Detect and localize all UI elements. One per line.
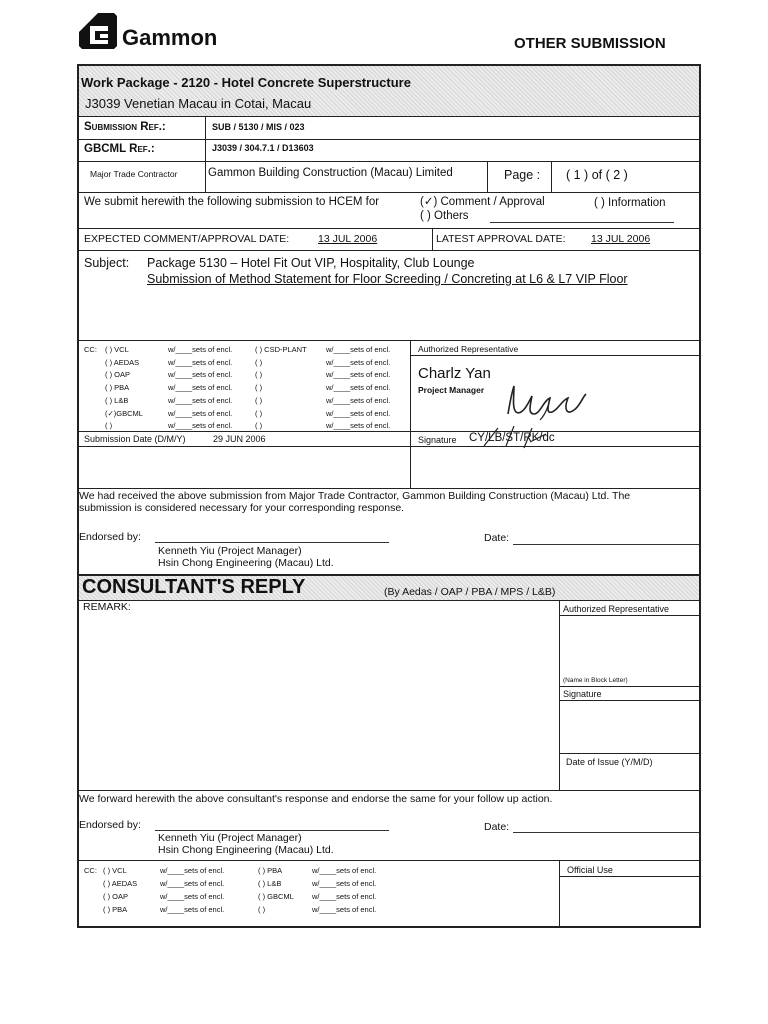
divider <box>559 876 699 877</box>
cc-recipient: ( ) <box>255 383 263 393</box>
submission-date-label: Submission Date (D/M/Y) <box>84 434 186 444</box>
endorser-name: Kenneth Yiu (Project Manager) <box>158 545 302 557</box>
cc-enclosure: w/____sets of encl. <box>326 345 391 354</box>
forward-text: We forward herewith the above consultant's response and endorse the same for your follow up action. <box>79 793 553 805</box>
cc-enclosure: w/____sets of encl. <box>326 421 391 431</box>
cc-enclosure: w/____sets of encl. <box>326 383 391 393</box>
cc-enclosure: w/____sets of encl. <box>160 892 225 901</box>
cc-recipient: ( ) PBA <box>258 866 283 875</box>
cc-recipient: ( ) <box>255 357 263 367</box>
cc-enclosure: w/____sets of encl. <box>326 370 391 380</box>
cc-recipient: ( ) L&B <box>258 879 282 888</box>
subject-label: Subject: <box>84 256 130 270</box>
divider <box>559 686 699 687</box>
cc-recipient: ( ) OAP <box>105 370 131 380</box>
divider <box>79 790 699 791</box>
cc-enclosure: w/____sets of encl. <box>168 345 233 354</box>
date-of-issue-label: Date of Issue (Y/M/D) <box>566 757 653 767</box>
latest-date-label: LATEST APPROVAL DATE: <box>436 233 566 245</box>
submission-ref-label: Submission Ref.: <box>84 121 166 133</box>
endorser-company-2: Hsin Chong Engineering (Macau) Ltd. <box>158 844 334 856</box>
authorized-rep-title: Project Manager <box>418 385 485 395</box>
divider <box>410 355 699 356</box>
cc-recipient: ( ) <box>105 421 113 431</box>
submit-text: We submit herewith the following submission to HCEM for <box>84 196 380 208</box>
endorser-name-2: Kenneth Yiu (Project Manager) <box>158 832 302 844</box>
others-underline <box>490 222 674 223</box>
cc-recipient: ( ) <box>255 395 263 405</box>
authorized-rep-label: Authorized Representative <box>418 344 519 354</box>
cc-enclosure: w/____sets of encl. <box>160 866 225 875</box>
divider <box>79 139 699 140</box>
endorse-line <box>155 542 389 543</box>
cc-enclosure: w/____sets of encl. <box>168 421 233 431</box>
divider <box>79 600 699 601</box>
block-letter-label: (Name in Block Letter) <box>563 677 628 684</box>
consultant-authorized-label: Authorized Representative <box>563 604 670 614</box>
gammon-logo <box>78 12 118 55</box>
handwritten-signature <box>500 376 590 424</box>
cc-enclosure: w/____sets of encl. <box>326 395 391 405</box>
divider <box>559 700 699 701</box>
cc-enclosure: w/____sets of encl. <box>326 357 391 367</box>
divider <box>559 860 560 926</box>
cc-recipient: ( ) <box>258 905 266 914</box>
date-line <box>513 544 699 545</box>
consultant-reply-by: (By Aedas / OAP / PBA / MPS / L&B) <box>384 586 556 598</box>
divider <box>559 615 699 616</box>
divider <box>559 753 699 754</box>
divider <box>559 600 560 790</box>
contractor-value: Gammon Building Construction (Macau) Limited <box>208 167 453 179</box>
divider <box>79 116 699 117</box>
cc-enclosure: w/____sets of encl. <box>312 879 377 888</box>
work-package: Work Package - 2120 - Hotel Concrete Superstructure <box>81 75 411 90</box>
date-line-2 <box>513 832 699 833</box>
endorse-line-2 <box>155 830 389 831</box>
page-label: Page : <box>504 168 541 182</box>
page-count: ( 1 ) of ( 2 ) <box>566 168 628 182</box>
cc-recipient: ( ) <box>255 421 263 431</box>
cc-enclosure: w/____sets of encl. <box>168 370 233 380</box>
divider <box>79 340 699 341</box>
submission-date-value: 29 JUN 2006 <box>213 434 266 444</box>
expected-date-value: 13 JUL 2006 <box>318 233 378 245</box>
consultant-signature-label: Signature <box>563 689 602 699</box>
divider <box>487 161 488 192</box>
cc-recipient: ( ) PBA <box>103 905 128 914</box>
divider <box>410 340 411 488</box>
divider <box>205 116 206 192</box>
cc-enclosure: w/____sets of encl. <box>168 408 233 418</box>
date-label: Date: <box>484 532 510 544</box>
cc-recipient: ( ) CSD-PLANT <box>255 345 307 354</box>
cc-recipient: ( ) OAP <box>103 892 129 901</box>
cc-enclosure: w/____sets of encl. <box>312 892 377 901</box>
option-others[interactable]: ( ) Others <box>420 210 469 222</box>
cc-label: CC: <box>84 345 97 354</box>
endorser-company: Hsin Chong Engineering (Macau) Ltd. <box>158 557 334 569</box>
divider <box>79 228 699 229</box>
cc-enclosure: w/____sets of encl. <box>168 357 233 367</box>
contractor-label: Major Trade Contractor <box>90 169 178 179</box>
subject-line-1: Package 5130 – Hotel Fit Out VIP, Hospitality, Club Lounge <box>147 256 475 270</box>
cc-recipient: ( ) AEDAS <box>103 879 138 888</box>
divider <box>432 228 433 250</box>
authorized-rep-name: Charlz Yan <box>418 365 491 382</box>
divider <box>79 192 699 193</box>
cc-enclosure: w/____sets of encl. <box>326 408 391 418</box>
cc-enclosure: w/____sets of encl. <box>168 383 233 393</box>
cc-recipient: ( ) <box>255 370 263 380</box>
option-comment-approval[interactable]: (✓) Comment / Approval <box>420 196 545 208</box>
gammon-logo-icon <box>78 12 118 50</box>
submission-ref-value: SUB / 5130 / MIS / 023 <box>212 122 305 132</box>
divider <box>79 161 699 162</box>
signature-label: Signature <box>418 435 457 445</box>
option-information[interactable]: ( ) Information <box>594 197 666 209</box>
cc-enclosure: w/____sets of encl. <box>312 866 377 875</box>
cc-enclosure: w/____sets of encl. <box>168 395 233 405</box>
official-use-label: Official Use <box>567 865 613 875</box>
divider <box>79 446 699 447</box>
cc-enclosure: w/____sets of encl. <box>160 879 225 888</box>
gbcml-ref-value: J3039 / 304.7.1 / D13603 <box>212 143 314 153</box>
subject-line-2: Submission of Method Statement for Floor Screeding / Concreting at L6 & L7 VIP Floor <box>147 272 628 286</box>
project-name: J3039 Venetian Macau in Cotai, Macau <box>85 96 312 111</box>
cc-recipient: ( ) AEDAS <box>105 357 140 367</box>
gbcml-ref-label: GBCML Ref.: <box>84 143 155 155</box>
document-title: OTHER SUBMISSION <box>514 35 666 52</box>
received-text-1: We had received the above submission from Major Trade Contractor, Gammon Building Construction (Macau) Ltd. The <box>79 490 631 502</box>
divider <box>79 860 699 861</box>
remark-label: REMARK: <box>83 601 131 613</box>
cc-recipient: ( ) PBA <box>105 383 130 393</box>
logo-text: Gammon <box>122 25 218 50</box>
cc-label-2: CC: <box>84 866 97 875</box>
received-text-2: submission is considered necessary for your corresponding response. <box>79 502 405 514</box>
cc-enclosure: w/____sets of encl. <box>160 905 225 914</box>
signature-initials: CY/LB/ST/RK/dc <box>469 432 555 444</box>
cc-recipient: ( ) VCL <box>103 866 127 875</box>
divider <box>79 488 699 489</box>
cc-recipient: ( ) VCL <box>105 345 129 354</box>
endorsed-by-label-2: Endorsed by: <box>79 819 141 831</box>
latest-date-value: 13 JUL 2006 <box>591 233 651 245</box>
divider <box>79 250 699 251</box>
cc-recipient: ( ) GBCML <box>258 892 294 901</box>
divider <box>551 161 552 192</box>
cc-recipient: ( ) <box>255 408 263 418</box>
consultant-reply-title: CONSULTANT'S REPLY <box>82 576 306 598</box>
expected-date-label: EXPECTED COMMENT/APPROVAL DATE: <box>84 233 290 245</box>
cc-recipient: ( ) L&B <box>105 395 129 405</box>
cc-enclosure: w/____sets of encl. <box>312 905 377 914</box>
cc-recipient: (✓)GBCML <box>105 408 143 418</box>
endorsed-by-label: Endorsed by: <box>79 531 141 543</box>
divider <box>79 431 410 432</box>
date-label-2: Date: <box>484 821 510 833</box>
